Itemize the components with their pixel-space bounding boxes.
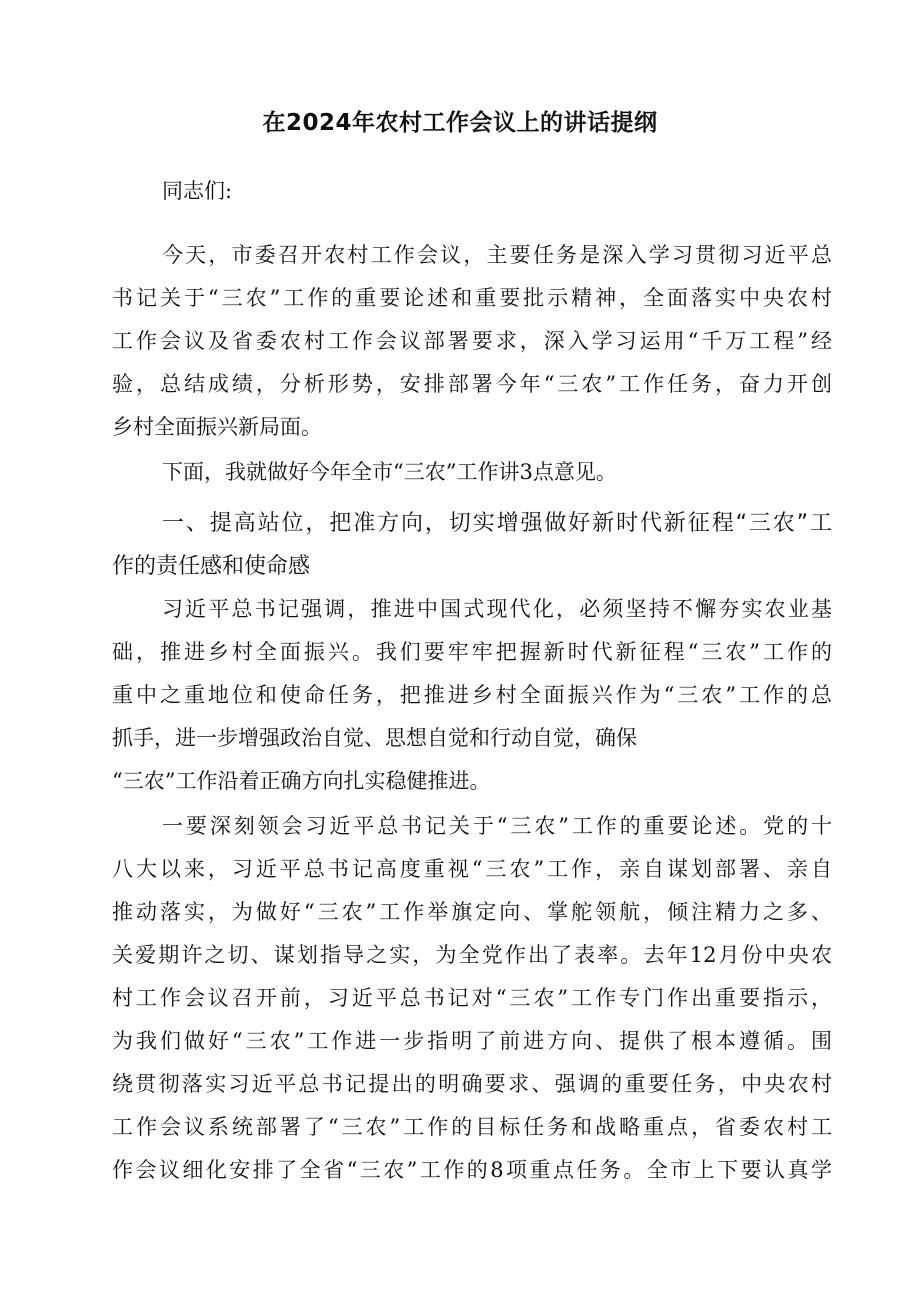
- paragraph-line: 础，推进乡村全面振兴。我们要牢牢把握新时代新征程“三农”工作的: [112, 640, 832, 664]
- heading-line: 作的责任感和使命感: [112, 554, 311, 579]
- paragraph-intro: [112, 234, 832, 449]
- paragraph-outline: [112, 451, 832, 494]
- paragraph-line: 书记关于“三农”工作的重要论述和重要批示精神，全面落实中央农村: [112, 286, 832, 310]
- paragraph-line: 作会议细化安排了全省“三农”工作的8项重点任务。全市上下要认真学: [112, 1158, 832, 1182]
- paragraph-line: 习近平总书记强调，推进中国式现代化，必须坚持不懈夯实农业基: [162, 597, 832, 621]
- paragraph-line: 为我们做好“三农”工作进一步指明了前进方向、提供了根本遵循。围: [112, 1029, 832, 1053]
- paragraph-point-1: [112, 805, 832, 1192]
- heading-line: 一、提高站位，把准方向，切实增强做好新时代新征程“三农”工: [162, 511, 832, 536]
- paragraph-line: 重中之重地位和使命任务，把推进乡村全面振兴作为“三农”工作的总: [112, 683, 832, 707]
- paragraph-line: 乡村全面振兴新局面。: [112, 415, 322, 439]
- paragraph-line: 村工作会议召开前，习近平总书记对“三农”工作专门作出重要指示，: [112, 986, 832, 1010]
- document-title: 在2024年农村工作会议上的讲话提纲: [262, 110, 658, 136]
- paragraph-line: 工作会议系统部署了“三农”工作的目标任务和战略重点，省委农村工: [112, 1115, 832, 1139]
- paragraph-line: 八大以来，习近平总书记高度重视“三农”工作，亲自谋划部署、亲自: [112, 857, 832, 881]
- paragraph-line: 抓手，进一步增强政治自觉、思想自觉和行动自觉，确保: [112, 726, 637, 750]
- paragraph-line: 一要深刻领会习近平总书记关于“三农”工作的重要论述。党的十: [162, 814, 832, 838]
- paragraph-line: 今天，市委召开农村工作会议，主要任务是深入学习贯彻习近平总: [162, 243, 832, 267]
- paragraph-line: 推动落实，为做好“三农”工作举旗定向、掌舵领航，倾注精力之多、: [112, 900, 832, 924]
- paragraph-line: 下面，我就做好今年全市“三农”工作讲3点意见。: [162, 460, 617, 484]
- section-heading-1: [112, 502, 832, 588]
- salutation: [112, 170, 832, 213]
- paragraph-line: 验，总结成绩，分析形势，安排部署今年“三农”工作任务，奋力开创: [112, 372, 832, 396]
- paragraph-line: 关爱期许之切、谋划指导之实，为全党作出了表率。去年12月份中央农: [112, 943, 832, 967]
- paragraph-section1-lead: [112, 588, 832, 803]
- paragraph-line: “三农”工作沿着正确方向扎实稳健推进。: [112, 769, 491, 793]
- paragraph-line: 绕贯彻落实习近平总书记提出的明确要求、强调的重要任务，中央农村: [112, 1072, 832, 1096]
- paragraph-line: 工作会议及省委农村工作会议部署要求，深入学习运用“千万工程”经: [112, 329, 832, 353]
- salutation-text: 同志们:: [162, 179, 233, 203]
